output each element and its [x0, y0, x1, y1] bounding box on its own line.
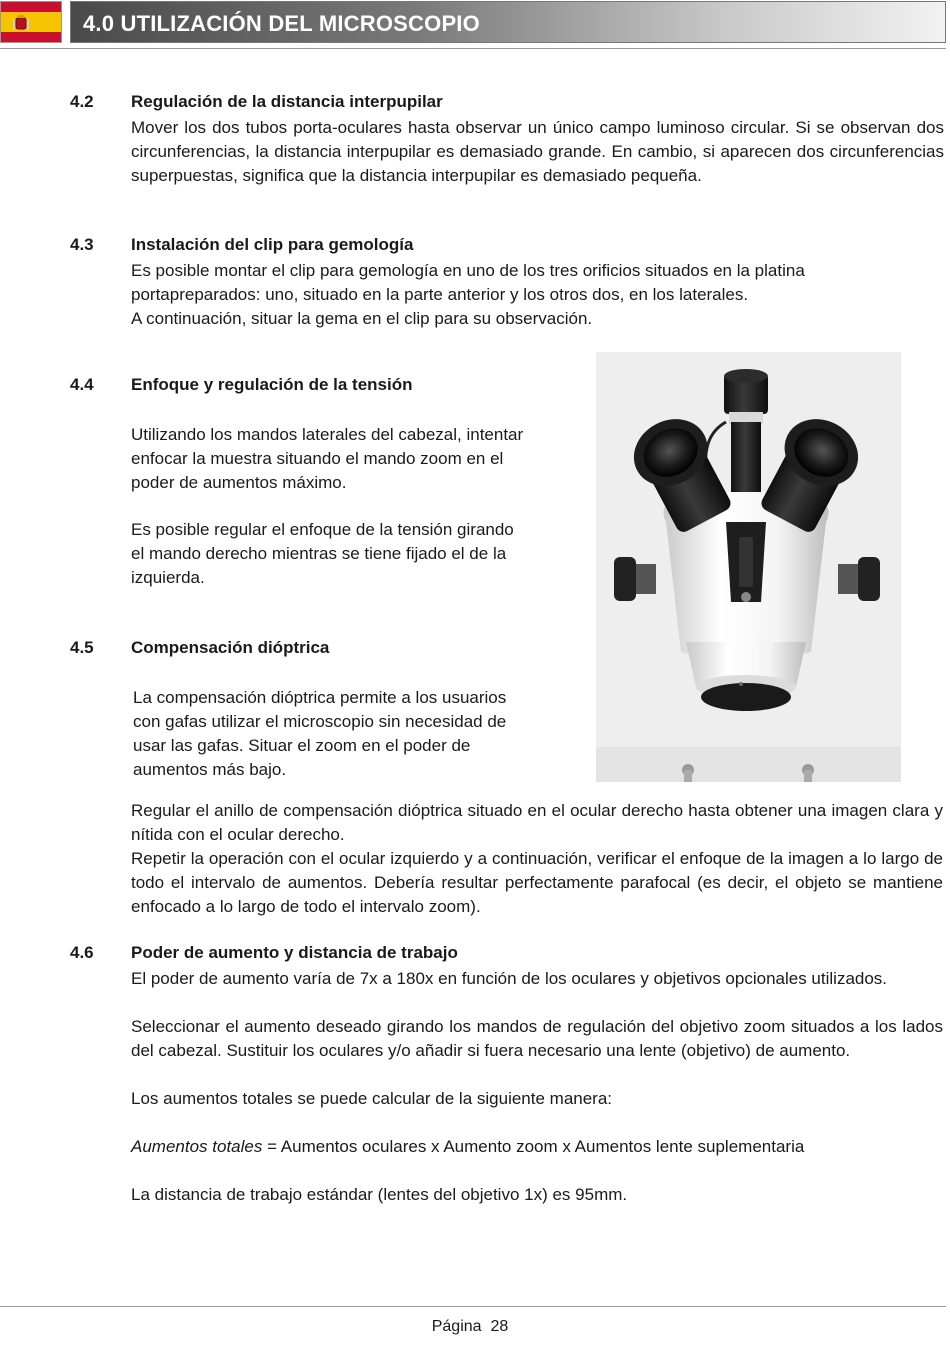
formula-expression: = Aumentos oculares x Aumento zoom x Aumentos lente suplementaria [262, 1137, 805, 1156]
body-line: Es posible montar el clip para gemología en uno de los tres orificios situados en la platina [131, 261, 805, 280]
section-title: Instalación del clip para gemología [131, 235, 414, 254]
section-number: 4.4 [70, 375, 94, 394]
body-line: A continuación, situar la gema en el clip para su observación. [131, 309, 593, 328]
coat-of-arms-icon [13, 14, 29, 32]
page-number: Página 28 [431, 1318, 509, 1335]
section-paragraph: Los aumentos totales se puede calcular de la siguiente manera: [131, 1089, 613, 1108]
section-title: Regulación de la distancia interpupilar [131, 92, 443, 111]
header-title-bar [70, 1, 946, 43]
section-paragraph: Repetir la operación con el ocular izquierdo y a continuación, verificar el enfoque de la imagen a lo largo de todo el intervalo de aumentos. Debería resultar perfectamente parafocal (es decir, el objeto se mantiene enfocado a lo largo de todo el intervalo zoom). [131, 849, 943, 916]
section-body: Mover los dos tubos porta-oculares hasta observar un único campo luminoso circular. Si se observan dos circunferencias, la distancia interpupilar es demasiado grande. En cambio, si aparecen dos circunferencias superpuestas, significa que la distancia interpupilar es demasiado pequeña. [131, 118, 944, 185]
working-distance-note: La distancia de trabajo estándar (lentes del objetivo 1x) es 95mm. [131, 1185, 628, 1204]
microscope-photo [596, 352, 901, 782]
section-title: Enfoque y regulación de la tensión [131, 375, 413, 394]
section-title: Poder de aumento y distancia de trabajo [131, 943, 458, 962]
formula [131, 1135, 943, 1159]
section-paragraph: Regular el anillo de compensación dióptrica situado en el ocular derecho hasta obtener una imagen clara y nítida con el ocular derecho. [131, 801, 943, 844]
section-paragraph: Utilizando los mandos laterales del cabezal, intentar enfocar la muestra situando el mando zoom en el poder de aumentos máximo. [131, 425, 524, 492]
section-body [131, 259, 943, 331]
section-paragraph: El poder de aumento varía de 7x a 180x en función de los oculares y objetivos opcionales utilizados. [131, 969, 888, 988]
section-paragraph: La compensación dióptrica permite a los usuarios con gafas utilizar el microscopio sin necesidad de usar las gafas. Situar el zoom en el poder de aumentos más bajo. [133, 688, 507, 779]
page-title: 4.0 UTILIZACIÓN DEL MICROSCOPIO [83, 11, 480, 36]
header-divider [0, 48, 946, 49]
section-number: 4.6 [70, 943, 94, 962]
section-paragraph: Es posible regular el enfoque de la tensión girando el mando derecho mientras se tiene fijado el de la izquierda. [131, 520, 514, 587]
section-number: 4.2 [70, 92, 94, 111]
section-number: 4.5 [70, 638, 94, 657]
section-paragraph: Seleccionar el aumento deseado girando los mandos de regulación del objetivo zoom situados a los lados del cabezal. Sustituir los oculares y/o añadir si fuera necesario una lente (objetivo) de aumento. [131, 1017, 943, 1060]
formula-label: Aumentos totales [131, 1137, 263, 1156]
section-title: Compensación dióptrica [131, 638, 330, 657]
section-number: 4.3 [70, 235, 94, 254]
body-line: portapreparados: uno, situado en la parte anterior y los otros dos, en los laterales. [131, 285, 749, 304]
spain-flag-icon [0, 1, 62, 43]
footer-divider [0, 1306, 946, 1307]
